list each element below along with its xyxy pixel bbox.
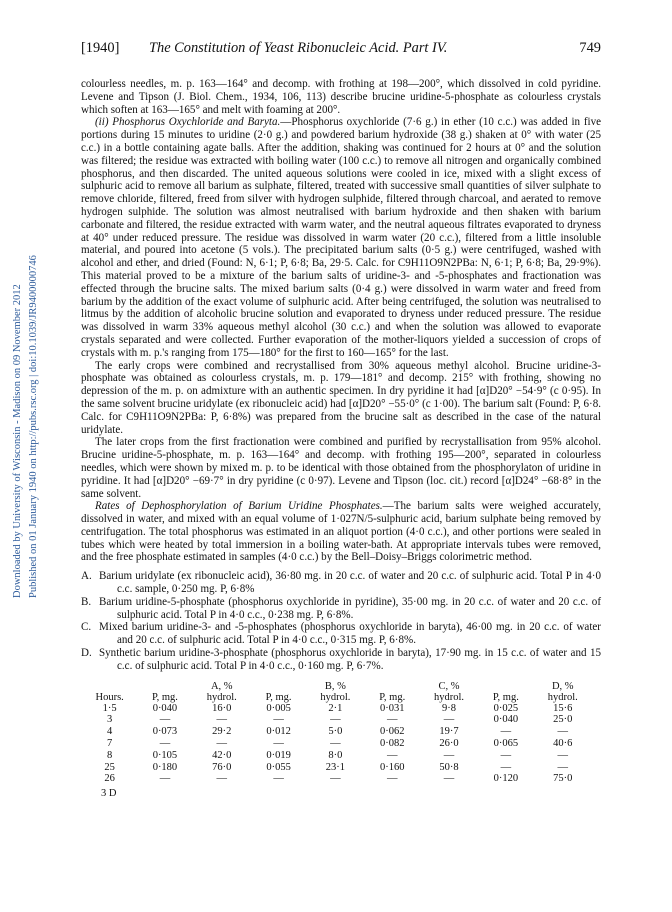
paragraph-1: colourless needles, m. p. 163—164° and decomp. with frothing at 198—200°, which dissolved in cold pyridine. Levene and Tipson (J. Biol. Chem., 1934, 106, 113) describe brucine uridine-5-phosphate as colourless crystals which soften at 163—165° and melt with foaming at 200°. bbox=[81, 78, 601, 116]
paragraph-5-heading: Rates of Dephosphorylation of Barium Uridine Phosphates. bbox=[95, 500, 383, 513]
table-cell: — bbox=[216, 714, 228, 726]
paragraph-2-text: —Phosphorus oxychloride (7·6 g.) in ether (10 c.c.) was added in five portions during 15 minutes to uridine (2·0 g.) and powdered barium hydroxide (38 g.) shaken at 0° with water (25 c.c.) in a bottle containing agate balls. After the addition, shaking was continued for 2 hours at 0° and the solution was filtered; the residue was extracted with boiling water (100 c.c.) to remove all nitrogen and organically combined phosphorus, and then discarded. The united aqueous solutions were cooled in ice, mixed with a slight excess of sulphuric acid to remove all barium as sulphate, filtered, treated with successive small quantities of silver sulphate to remove chloride, filtered, freed from silver with hydrogen sulphide, filtered through charcoal, and aerated to remove hydrogen sulphide. The solution was almost neutralised with barium hydroxide and then shaken with barium carbonate and filtered, the residue extracted with warm water, and the neutral aqueous filtrates evaporated to dryness at 40° under reduced pressure. The residue was dissolved in warm water (20 c.c.), filtered from a little insoluble material, and poured into acetone (5 vols.). The precipitated barium salts (0·5 g.) were centrifuged, washed with alcohol and ether, and dried (Found: N, 6·1; P, 6·8; Ba, 29·5. Calc. for C9H11O9N2PBa: N, 6·1; P, 6·8; Ba, 29·9%). This material proved to be a mixture of the barium salts of uridine-3- and -5-phosphates and fractionation was effected through the brucine salts. The mixed barium salts (0·4 g.) were dissolved in warm water and freed from barium by the addition of the exact volume of sulphuric acid. After being centrifuged, the solution was neutralised to litmus by the addition of alcoholic brucine solution and evaporated to dryness under reduced pressure. The residue was dissolved in warm 33% aqueous methyl alcohol (30 c.c.) and when the solution was allowed to evaporate crystals separated and were collected. Further evaporation of the mother-liquors yielded a succession of crops of crystals with m. p.'s ranging from 175—180° for the first to 160—165° for the last. bbox=[81, 116, 601, 359]
paragraph-5-text: —The barium salts were weighed accurately, dissolved in water, and mixed with an equal volume of 1·027N/5-sulphuric acid, barium sulphate being removed by centrifugation. The total phosphorus was estimated in an aliquot portion (4·0 c.c.), and other portions were sealed in tubes which were heated by total immersion in a boiling water-bath. At appropriate intervals tubes were removed, and the free phosphate estimated in samples (4·0 c.c.) by the Bell–Doisy–Briggs colorimetric method. bbox=[81, 500, 601, 564]
table-cell: 76·0 bbox=[212, 761, 232, 773]
table-cell: 0·055 bbox=[266, 761, 291, 773]
table-cell: 0·073 bbox=[152, 726, 178, 738]
table-cell: 9·8 bbox=[442, 702, 457, 714]
table-row bbox=[81, 703, 593, 715]
table-cell: — bbox=[557, 726, 568, 738]
table-cell: 40·6 bbox=[553, 738, 573, 750]
page-number: 749 bbox=[579, 40, 601, 56]
paragraph-2-heading: (ii) Phosphorus Oxychloride and Baryta. bbox=[95, 116, 281, 129]
table-cell: 23·1 bbox=[325, 761, 346, 773]
header-title: The Constitution of Yeast Ribonucleic Acid. Part IV. bbox=[149, 40, 448, 56]
table-cell: — bbox=[273, 773, 284, 785]
sample-list bbox=[81, 570, 601, 672]
signature-mark: 3 D bbox=[101, 788, 117, 800]
table-cell: 42·0 bbox=[212, 749, 232, 761]
table-cell: 0·040 bbox=[493, 714, 519, 726]
table-cell: — bbox=[500, 749, 512, 761]
table-cell: 0·012 bbox=[266, 726, 291, 738]
sample-text: Mixed barium uridine-3- and -5-phosphates (phosphorus oxychloride in baryta), 46·00 mg. in 20 c.c. of water and 20 c.c. of sulphuric acid. Total P in 4·0 c.c., 0·315 mg. P, 6·8%. bbox=[99, 621, 601, 647]
paragraph-5 bbox=[81, 500, 601, 564]
table-row bbox=[81, 714, 593, 726]
table-row bbox=[81, 762, 593, 774]
column-header: Hours. bbox=[95, 691, 124, 703]
column-header: P, mg. bbox=[492, 691, 519, 703]
table-cell: — bbox=[500, 726, 512, 738]
table-cell: 26 bbox=[104, 773, 115, 785]
table-cell: 8·0 bbox=[328, 749, 343, 761]
table-cell: — bbox=[443, 773, 455, 785]
header-year: [1940] bbox=[81, 40, 120, 56]
table-cell: 0·065 bbox=[493, 738, 519, 750]
column-header: P, mg. bbox=[379, 691, 406, 703]
table-row bbox=[81, 773, 593, 785]
table-cell: 0·062 bbox=[379, 726, 405, 738]
table-cell: — bbox=[159, 714, 171, 726]
table-cell: 5·0 bbox=[328, 726, 343, 738]
table-cell: 26·0 bbox=[439, 738, 459, 750]
table-cell: 0·031 bbox=[379, 702, 405, 714]
table-cell: 8 bbox=[107, 749, 113, 761]
table-cell: 0·040 bbox=[152, 702, 178, 714]
sample-letter: C. bbox=[81, 621, 92, 634]
sample-item bbox=[81, 621, 601, 647]
download-notice[interactable]: Downloaded by University of Wisconsin - Madison on 09 November 2012 bbox=[12, 284, 23, 598]
sample-text: Barium uridylate (ex ribonucleic acid), 36·80 mg. in 20 c.c. of water and 20 c.c. of sulphuric acid. Total P in 4·0 c.c. sample, 0·250 mg. P, 6·8% bbox=[99, 570, 601, 596]
table-cell: 19·7 bbox=[439, 726, 459, 738]
sample-letter: B. bbox=[81, 595, 92, 608]
table-cell: 0·025 bbox=[493, 702, 519, 714]
table-cell: 29·2 bbox=[212, 726, 232, 738]
table-cell: — bbox=[330, 738, 341, 750]
sample-text: Barium uridine-5-phosphate (phosphorus oxychloride in pyridine), 35·00 mg. in 20 c.c. of water and 20 c.c. of sulphuric acid. Total P in 4·0 c.c., 0·238 mg. P, 6·8%. bbox=[99, 595, 601, 621]
table-cell: 0·120 bbox=[493, 773, 519, 785]
sidebar-provenance bbox=[0, 0, 44, 912]
table-cell: — bbox=[386, 749, 398, 761]
table-cell: — bbox=[443, 749, 455, 761]
table-row bbox=[81, 738, 593, 750]
table-cell: 7 bbox=[107, 738, 113, 750]
sample-letter: D. bbox=[81, 647, 92, 660]
table-cell: — bbox=[159, 738, 171, 750]
table-cell: — bbox=[273, 714, 284, 726]
table-cell: — bbox=[557, 749, 568, 761]
table-cell: — bbox=[557, 761, 568, 773]
table-cell: — bbox=[273, 738, 284, 750]
table-cell: — bbox=[330, 773, 341, 785]
table-row bbox=[81, 750, 593, 762]
sample-text: Synthetic barium uridine-3-phosphate (phosphorus oxychloride in baryta), 17·90 mg. in 15 c.c. of water and 15 c.c. of sulphuric acid. Total P in 4·0 c.c., 0·160 mg. P, 6·7%. bbox=[99, 647, 601, 672]
column-header: P, mg. bbox=[265, 691, 292, 703]
table-cell: 0·180 bbox=[152, 761, 178, 773]
column-header: B, % hydrol. bbox=[320, 680, 351, 703]
table-cell: — bbox=[216, 738, 228, 750]
table-cell: 0·005 bbox=[266, 702, 291, 714]
table-cell: 2·1 bbox=[328, 702, 343, 714]
table-cell: 0·105 bbox=[152, 749, 178, 761]
table-cell: 3 bbox=[107, 714, 113, 726]
table-cell: — bbox=[500, 761, 512, 773]
table-cell: — bbox=[386, 773, 398, 785]
sample-letter: A. bbox=[81, 570, 92, 583]
hydrolysis-table bbox=[81, 681, 593, 786]
table-cell: 1·5 bbox=[102, 702, 117, 714]
table-cell: 0·160 bbox=[379, 761, 405, 773]
table-cell: 25·0 bbox=[553, 714, 573, 726]
table-row bbox=[81, 726, 593, 738]
sample-item bbox=[81, 647, 601, 673]
column-header: A, % hydrol. bbox=[206, 680, 237, 703]
paragraph-3: The early crops were combined and recrystallised from 30% aqueous methyl alcohol. Brucine uridine-3-phosphate was obtained as colourless crystals, m. p. 179—181° and decomp. 215° with frothing, showing no depression of the m. p. on admixture with an authentic specimen. In dry pyridine it had [α]D20° −54·9° (c 0·95). In the same solvent brucine uridylate (ex ribonucleic acid) had [α]D20° −55·0° (c 1·00). The barium salt (Found: P, 6·8. Calc. for C9H11O9N2PBa: P, 6·8%) was prepared from the brucine salt as described in the case of the natural uridylate. bbox=[81, 359, 601, 436]
sample-item bbox=[81, 570, 601, 596]
column-header: D, % hydrol. bbox=[547, 680, 578, 703]
table-cell: 15·6 bbox=[553, 702, 573, 714]
page-content bbox=[81, 42, 601, 801]
table-cell: — bbox=[386, 714, 398, 726]
publication-notice[interactable]: Published on 01 January 1940 on http://pubs.rsc.org | doi:10.1039/JR9400000746 bbox=[28, 255, 39, 598]
table-cell: — bbox=[443, 714, 455, 726]
table-cell: — bbox=[159, 773, 171, 785]
column-header: C, % hydrol. bbox=[434, 680, 465, 703]
running-header bbox=[81, 42, 601, 64]
sample-item bbox=[81, 596, 601, 622]
paragraph-4: The later crops from the first fractionation were combined and purified by recrystallisation from 95% alcohol. Brucine uridine-5-phosphate, m. p. 163—164° and decomp. with frothing 195—200°, separated in colourless needles, which were shown by mixed m. p. to be identical with those obtained from the phosphorylaton of uridine in pyridine. It had [α]D20° −69·7° in dry pyridine (c 0·97). Levene and Tipson (loc. cit.) record [α]D24° −68·8° in the same solvent. bbox=[81, 436, 601, 500]
paragraph-2 bbox=[81, 116, 601, 359]
table-cell: 75·0 bbox=[553, 773, 573, 785]
table-cell: 0·082 bbox=[379, 738, 405, 750]
table-cell: 4 bbox=[107, 726, 113, 738]
table-cell: 25 bbox=[104, 761, 115, 773]
table-cell: — bbox=[330, 714, 341, 726]
column-header: P, mg. bbox=[151, 691, 178, 703]
table-cell: 50·8 bbox=[439, 761, 459, 773]
table-cell: 0·019 bbox=[266, 749, 291, 761]
table-cell: — bbox=[216, 773, 228, 785]
table-header-row bbox=[81, 681, 593, 703]
table-cell: 16·0 bbox=[212, 702, 232, 714]
